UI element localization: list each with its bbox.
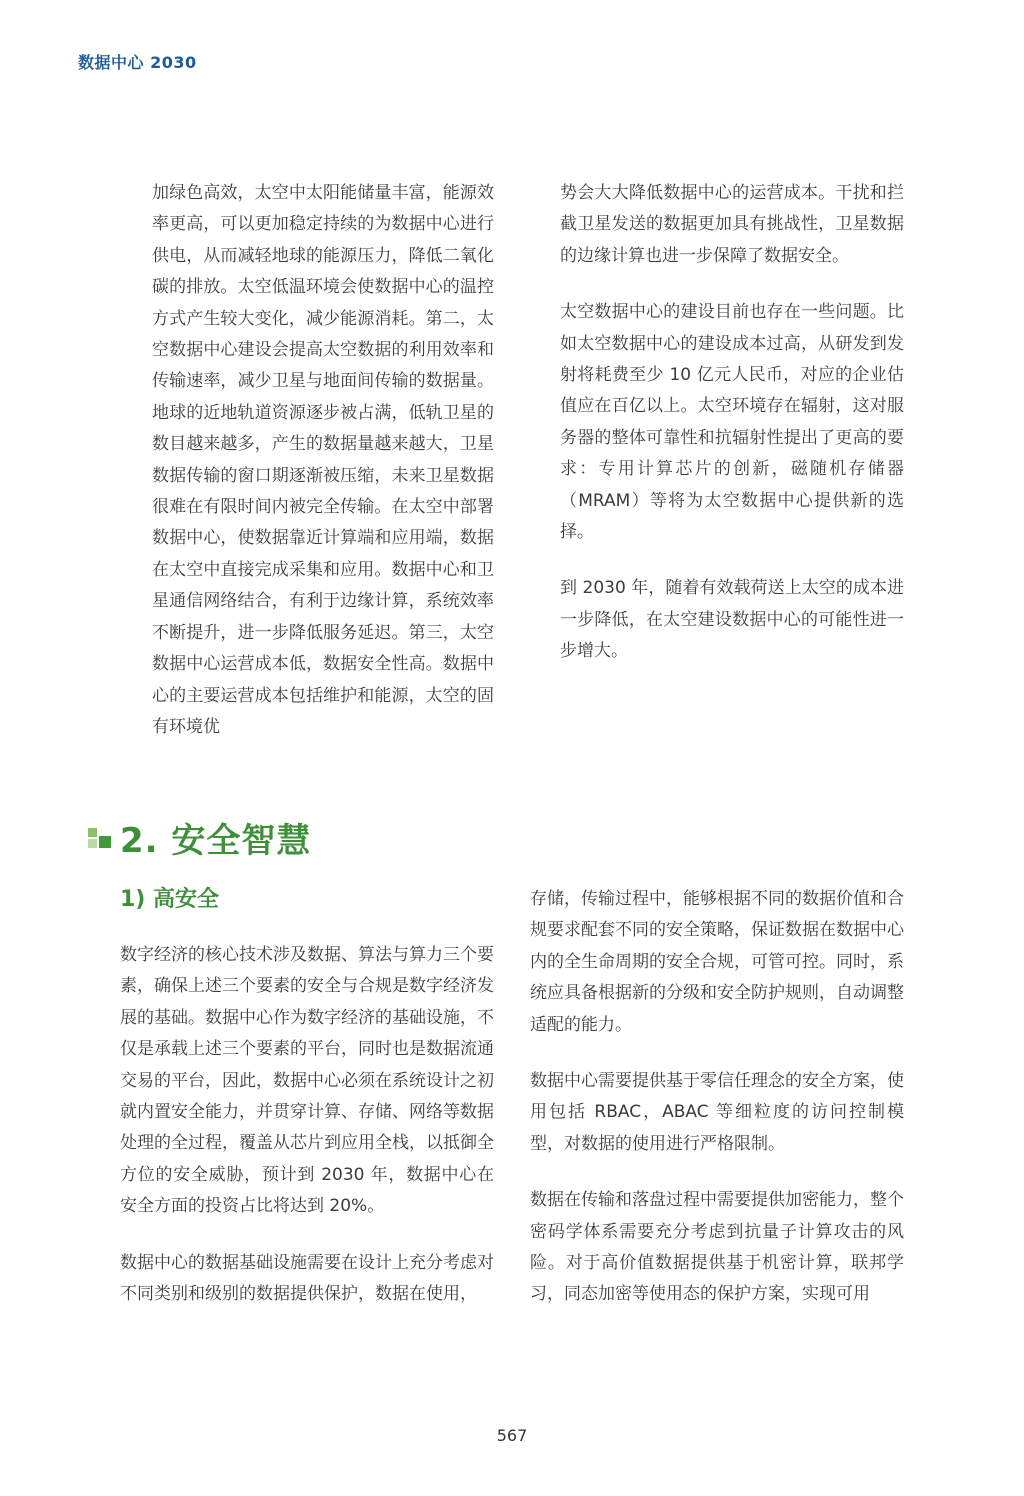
section-title: 2. 安全智慧 [120,820,312,861]
paragraph: 数据在传输和落盘过程中需要提供加密能力，整个密码学体系需要充分考虑到抗量子计算攻击的风险。对于高价值数据提供基于机密计算，联邦学习，同态加密等使用态的保护方案，实现可用 [530,1190,904,1305]
page-number: 567 [496,1426,528,1445]
paragraph: 到 2030 年，随着有效载荷送上太空的成本进一步降低，在太空建设数据中心的可能性进一步增大。 [560,578,904,662]
paragraph: 数据中心需要提供基于零信任理念的安全方案，使用包括 RBAC，ABAC 等细粒度的访问控制模型，对数据的使用进行严格限制。 [530,1071,904,1154]
paragraph: 加绿色高效，太空中太阳能储量丰富，能源效率更高，可以更加稳定持续的为数据中心进行供电，从而减轻地球的能源压力，降低二氧化碳的排放。太空低温环境会使数据中心的温控方式产生较大变化，减少能源消耗。第二，太空数据中心建设会提高太空数据的利用效率和传输速率，减少卫星与地面间传输的数据量。地球的近地轨道资源逐步被占满，低轨卫星的数目越来越多，产生的数据量越来越大，卫星数据传输的窗口期逐渐被压缩，未来卫星数据很难在有限时间内被完全传输。在太空中部署数据中心，使数据靠近计算端和应用端，数据在太空中直接完成采集和应用。数据中心和卫星通信网络结合，有利于边缘计算，系统效率不断提升，进一步降低服务延迟。第三，太空数据中心运营成本低，数据安全性高。数据中心的主要运营成本包括维护和能源，太空的固有环境优 [152,183,494,737]
bottom-left-column [120,940,494,1335]
paragraph: 太空数据中心的建设目前也存在一些问题。比如太空数据中心的建设成本过高，从研发到发射将耗费至少 10 亿元人民币，对应的企业估值应在百亿以上。太空环境存在辐射，这对服务器的整体可靠性和抗辐射性提出了更高的要求：专用计算芯片的创新，磁随机存储器（MRAM）等将为太空数据中心提供新的选择。 [560,302,904,543]
bottom-right-column [530,884,904,1336]
paragraph: 势会大大降低数据中心的运营成本。干扰和拦截卫星发送的数据更加具有挑战性，卫星数据的边缘计算也进一步保障了数据安全。 [560,183,904,266]
section-squares-icon [88,828,110,850]
paragraph: 存储，传输过程中，能够根据不同的数据价值和合规要求配套不同的安全策略，保证数据在数据中心内的全生命周期的安全合规，可管可控。同时，系统应具备根据新的分级和安全防护规则，自动调整适配的能力。 [530,889,904,1035]
paragraph: 数字经济的核心技术涉及数据、算法与算力三个要素，确保上述三个要素的安全与合规是数字经济发展的基础。数据中心作为数字经济的基础设施，不仅是承载上述三个要素的平台，同时也是数据流通交易的平台，因此，数据中心必须在系统设计之初就内置安全能力，并贯穿计算、存储、网络等数据处理的全过程，覆盖从芯片到应用全栈，以抵御全方位的安全威胁，预计到 2030 年，数据中心在安全方面的投资占比将达到 20%。 [120,945,494,1217]
subsection-title: 1) 高安全 [120,887,220,912]
top-right-column [560,178,904,693]
section-heading [88,812,311,862]
running-header-title: 数据中心 2030 [78,53,197,72]
top-left-column [152,178,494,768]
paragraph: 数据中心的数据基础设施需要在设计上充分考虑对不同类别和级别的数据提供保护，数据在使用， [120,1252,494,1305]
